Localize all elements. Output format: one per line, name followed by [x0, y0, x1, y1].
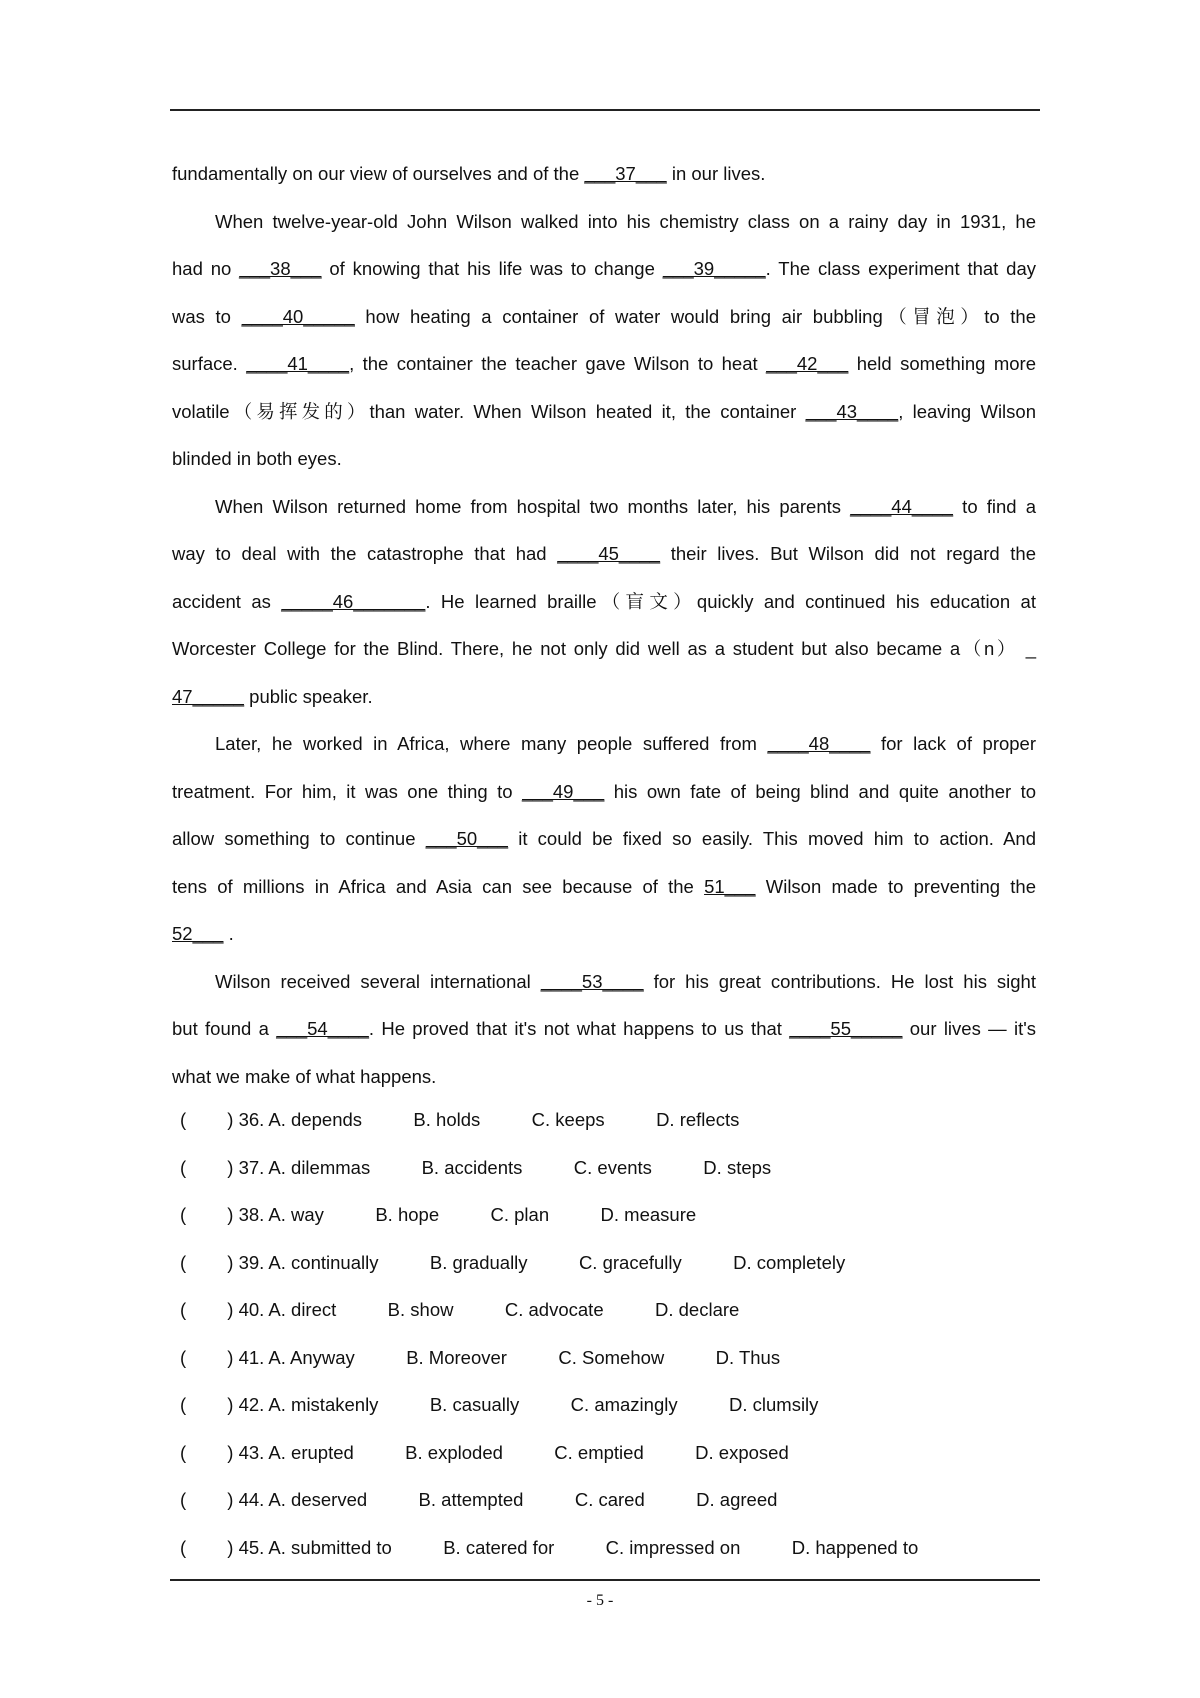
passage-line — [172, 863, 1036, 911]
passage-text-segment: it could be fixed so easily. This moved him to action. And — [508, 828, 1036, 849]
passage-text-segment: their lives. But Wilson did not regard the — [660, 543, 1036, 564]
footer-rule — [170, 1579, 1040, 1581]
passage-text-segment: . He proved that it's not what happens to us that — [368, 1018, 790, 1039]
passage-line — [172, 1053, 1036, 1101]
answer-blank: ____40_____ — [241, 305, 355, 327]
answer-blank: 52___ — [172, 923, 224, 944]
passage-text-segment: , the container the teacher gave Wilson to heat — [349, 353, 767, 374]
passage-line — [172, 958, 1036, 1006]
passage-line — [172, 910, 1036, 958]
answer-blank: ____41____ — [246, 353, 350, 374]
passage-line — [172, 198, 1036, 246]
passage-line — [172, 293, 1036, 341]
passage-text-segment: for lack of proper — [870, 733, 1037, 754]
answer-blank: 51___ — [704, 875, 756, 897]
answer-blank: _____46_______ — [281, 590, 426, 612]
passage-line — [172, 245, 1036, 293]
answer-blank: ___54____ — [276, 1018, 369, 1039]
passage-text-segment: When Wilson returned home from hospital two months later, his parents — [215, 495, 851, 517]
option-row: ( ) 36. A. depends B. holds C. keeps D. reflects — [180, 1109, 740, 1130]
passage-text-segment: allow something to continue — [172, 828, 426, 849]
answer-blank: ____55_____ — [789, 1018, 903, 1039]
answer-blank: ____53____ — [540, 970, 644, 992]
header-rule — [170, 109, 1040, 111]
answer-blank: ___39_____ — [662, 258, 766, 279]
passage-line — [172, 340, 1036, 388]
passage-text-segment: blinded in both eyes. — [172, 448, 342, 469]
passage-text-segment: surface. — [172, 353, 247, 374]
option-row: ( ) 40. A. direct B. show C. advocate D. declare — [180, 1299, 740, 1320]
passage-text-segment: treatment. For him, it was one thing to — [172, 780, 522, 802]
passage-text-segment: but found a — [172, 1018, 277, 1039]
passage-text-segment: Worcester College for the Blind. There, he not only did well as a student but also became a（n） _ — [172, 638, 1036, 659]
passage-line — [172, 720, 1036, 768]
answer-blank: ___49___ — [522, 780, 605, 802]
option-row: ( ) 37. A. dilemmas B. accidents C. events D. steps — [180, 1156, 772, 1178]
answer-blank: ____45____ — [557, 543, 661, 564]
passage-line — [172, 578, 1036, 626]
option-row: ( ) 43. A. erupted B. exploded C. emptied D. exposed — [180, 1441, 789, 1463]
passage-text-segment: Wilson received several international — [215, 970, 541, 992]
passage-text-segment: . He learned braille（盲文）quickly and continued his education at — [425, 590, 1036, 612]
answer-blank: ___43____ — [805, 400, 899, 422]
passage-text-segment: accident as — [172, 590, 282, 612]
option-row: ( ) 39. A. continually B. gradually C. gracefully D. completely — [180, 1251, 846, 1273]
passage-line — [172, 625, 1036, 673]
answer-blank: ___37___ — [584, 163, 667, 184]
option-row: ( ) 45. A. submitted to B. catered for C. impressed on D. happened to — [180, 1536, 919, 1558]
passage-line — [172, 483, 1036, 531]
passage-text-segment: . — [223, 923, 234, 944]
passage-text-segment: way to deal with the catastrophe that had — [172, 543, 558, 564]
passage-text-segment: was to — [172, 305, 242, 327]
passage-text-segment: , leaving Wilson — [898, 400, 1036, 422]
passage-text-segment: Later, he worked in Africa, where many people suffered from — [215, 733, 768, 754]
passage-text-segment: held something more — [848, 353, 1036, 374]
answer-blank: 47_____ — [172, 685, 245, 707]
option-row: ( ) 38. A. way B. hope C. plan D. measure — [180, 1204, 697, 1225]
option-row: ( ) 44. A. deserved B. attempted C. cared D. agreed — [180, 1489, 778, 1510]
passage-line — [172, 815, 1036, 863]
passage-text-segment: of knowing that his life was to change — [321, 258, 663, 279]
passage-line — [172, 435, 1036, 483]
passage-line — [172, 388, 1036, 436]
passage-line — [172, 673, 1036, 721]
passage-line — [172, 768, 1036, 816]
option-row: ( ) 42. A. mistakenly B. casually C. amazingly D. clumsily — [180, 1394, 819, 1415]
answer-blank: ____44____ — [850, 495, 954, 517]
passage-text-segment: had no — [172, 258, 240, 279]
passage-text-segment: Wilson made to preventing the — [755, 875, 1036, 897]
passage-text-segment: in our lives. — [666, 163, 766, 184]
answer-blank: ____48____ — [767, 733, 871, 754]
passage-text — [172, 150, 1036, 1100]
passage-line — [172, 530, 1036, 578]
passage-line — [172, 1005, 1036, 1053]
answer-blank: ___50___ — [425, 828, 509, 849]
passage-text-segment: public speaker. — [244, 685, 373, 707]
passage-text-segment: for his great contributions. He lost his sight — [643, 970, 1036, 992]
passage-text-segment: his own fate of being blind and quite another to — [604, 780, 1037, 802]
page-number: - 5 - — [586, 1592, 614, 1609]
passage-text-segment: . The class experiment that day — [765, 258, 1036, 279]
answer-options — [180, 1096, 1040, 1571]
answer-blank: ___42___ — [766, 353, 849, 374]
passage-line — [172, 150, 1036, 198]
passage-text-segment: fundamentally on our view of ourselves and of the — [172, 163, 585, 184]
option-row: ( ) 41. A. Anyway B. Moreover C. Somehow D. Thus — [180, 1346, 781, 1368]
passage-text-segment: our lives — it's — [902, 1018, 1036, 1039]
passage-text-segment: what we make of what happens. — [172, 1065, 437, 1087]
passage-text-segment: to find a — [953, 495, 1036, 517]
passage-text-segment: how heating a container of water would bring air bubbling（冒泡）to the — [354, 305, 1036, 327]
passage-text-segment: volatile（易挥发的）than water. When Wilson heated it, the container — [172, 400, 806, 422]
passage-text-segment: tens of millions in Africa and Asia can see because of the — [172, 875, 705, 897]
passage-text-segment: When twelve-year-old John Wilson walked into his chemistry class on a rainy day in 1931, he — [215, 210, 1036, 232]
answer-blank: ___38___ — [239, 258, 322, 279]
